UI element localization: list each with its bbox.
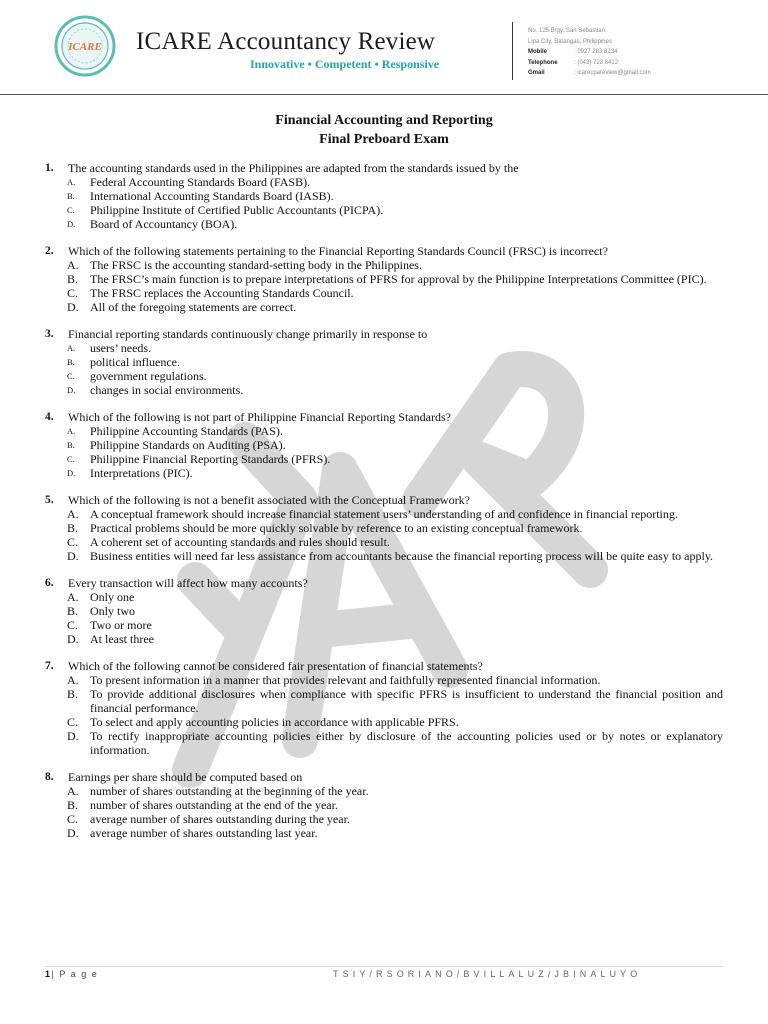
answer-option [67, 590, 723, 604]
option-letter: A. [67, 343, 76, 353]
question-number: 6. [45, 577, 54, 589]
option-text: To present information in a manner that provides relevant and faithfully represented financial information. [90, 673, 601, 687]
option-letter: A. [67, 673, 79, 687]
option-letter: C. [67, 535, 79, 549]
answer-option [67, 286, 723, 300]
footer-rule [45, 966, 723, 967]
option-text: political influence. [90, 355, 180, 369]
option-letter: B. [67, 687, 79, 701]
option-letter: A. [67, 258, 79, 272]
question-text: Which of the following statements pertaining to the Financial Reporting Standards Council (FRSC) is incorrect? [68, 244, 608, 258]
answer-option [67, 507, 723, 521]
option-text: government regulations. [90, 369, 207, 383]
answer-option [67, 521, 723, 535]
question-item [0, 659, 768, 757]
option-text: average number of shares outstanding during the year. [90, 812, 350, 826]
answer-option [67, 729, 723, 757]
answer-option [67, 466, 723, 480]
address-line: No. 125 Brgy. San Sebastian [528, 28, 605, 34]
icare-logo [50, 14, 120, 78]
question-text: Every transaction will affect how many accounts? [68, 576, 308, 590]
option-text: To rectify inappropriate accounting policies either by disclosure of the accounting policies used or by notes or explanatory information. [90, 729, 723, 757]
answer-option [67, 673, 723, 687]
answer-option [67, 258, 723, 272]
option-text: International Accounting Standards Board (IASB). [90, 189, 334, 203]
option-text: All of the foregoing statements are correct. [90, 300, 297, 314]
contact-mobile: Mobile : 0927 283 8234 [528, 49, 618, 55]
answer-option [67, 438, 723, 452]
question-item [0, 493, 768, 563]
question-text: Which of the following is not a benefit associated with the Conceptual Framework? [68, 493, 470, 507]
answer-option [67, 341, 723, 355]
authors-footer: TSIY/RSORIANO/BVILLALUZ/JBINALUYO [333, 969, 642, 979]
option-text: The FRSC replaces the Accounting Standards Council. [90, 286, 354, 300]
option-letter: D. [67, 729, 79, 743]
answer-option [67, 784, 723, 798]
option-letter: D. [67, 632, 79, 646]
option-letter: B. [67, 604, 79, 618]
option-text: At least three [90, 632, 154, 646]
answer-option [67, 300, 723, 314]
answer-option [67, 175, 723, 189]
option-text: Philippine Standards on Auditing (PSA). [90, 438, 286, 452]
answer-option [67, 369, 723, 383]
option-text: Board of Accountancy (BOA). [90, 217, 238, 231]
option-letter: C. [67, 371, 75, 381]
questions-list [0, 161, 768, 853]
option-letter: C. [67, 812, 79, 826]
question-number: 4. [45, 411, 54, 423]
option-text: To provide additional disclosures when compliance with specific PFRS is insufficient to understand the financial position and financial performance. [90, 687, 723, 715]
header-rule [0, 94, 768, 95]
question-text: The accounting standards used in the Philippines are adapted from the standards issued by the [68, 161, 519, 175]
option-text: Only one [90, 590, 135, 604]
option-text: Only two [90, 604, 135, 618]
option-text: A conceptual framework should increase financial statement users’ understanding of and confidence in financial reporting. [90, 507, 678, 521]
option-text: Philippine Institute of Certified Public Accountants (PICPA). [90, 203, 384, 217]
answer-option [67, 549, 723, 563]
question-item [0, 244, 768, 314]
answer-option [67, 604, 723, 618]
option-letter: A. [67, 590, 79, 604]
option-letter: D. [67, 826, 79, 840]
option-letter: B. [67, 272, 79, 286]
answer-option [67, 424, 723, 438]
option-letter: C. [67, 618, 79, 632]
page-label: | P a g e [51, 969, 99, 979]
option-text: changes in social environments. [90, 383, 244, 397]
option-text: The FRSC’s main function is to prepare interpretations of PFRS for approval by the Philippine Interpretations Committee (PIC). [90, 272, 707, 286]
exam-title: Final Preboard Exam [319, 132, 449, 147]
option-text: users’ needs. [90, 341, 152, 355]
answer-option [67, 618, 723, 632]
answer-option [67, 189, 723, 203]
brand-tagline: Innovative • Competent • Responsive [250, 57, 440, 71]
option-letter: B. [67, 798, 79, 812]
answer-option [67, 812, 723, 826]
answer-option [67, 535, 723, 549]
option-letter: A. [67, 784, 79, 798]
option-letter: C. [67, 715, 79, 729]
question-number: 7. [45, 660, 54, 672]
contact-telephone: Telephone : (043) 723 8412 [528, 59, 619, 66]
contact-block [528, 26, 651, 79]
answer-option [67, 203, 723, 217]
answer-option [67, 798, 723, 812]
header-divider [512, 22, 513, 80]
option-letter: B. [67, 191, 75, 201]
option-text: Philippine Financial Reporting Standards (PFRS). [90, 452, 331, 466]
option-text: To select and apply accounting policies in accordance with applicable PFRS. [90, 715, 459, 729]
brand-name: ICARE Accountancy Review [136, 28, 436, 55]
answer-option [67, 687, 723, 715]
question-item [0, 327, 768, 397]
question-text: Which of the following cannot be considered fair presentation of financial statements? [68, 659, 483, 673]
answer-option [67, 355, 723, 369]
option-letter: D. [67, 549, 79, 563]
option-letter: C. [67, 454, 75, 464]
option-letter: B. [67, 357, 75, 367]
option-text: Philippine Accounting Standards (PAS). [90, 424, 283, 438]
option-text: number of shares outstanding at the end of the year. [90, 798, 338, 812]
question-number: 3. [45, 328, 54, 340]
option-letter: D. [67, 468, 76, 478]
question-number: 5. [45, 494, 54, 506]
question-number: 1. [45, 162, 54, 174]
option-letter: B. [67, 440, 75, 450]
option-letter: D. [67, 300, 79, 314]
contact-gmail: Gmail : icarecpareview@gmail.com [528, 70, 651, 76]
option-letter: A. [67, 426, 76, 436]
option-letter: D. [67, 219, 76, 229]
answer-option [67, 826, 723, 840]
option-letter: C. [67, 205, 75, 215]
option-letter: A. [67, 507, 79, 521]
answer-option [67, 383, 723, 397]
question-text: Which of the following is not part of Philippine Financial Reporting Standards? [68, 410, 451, 424]
option-text: Federal Accounting Standards Board (FASB). [90, 175, 311, 189]
option-text: The FRSC is the accounting standard-setting body in the Philippines. [90, 258, 422, 272]
page-footer [45, 969, 98, 979]
answer-option [67, 217, 723, 231]
answer-option [67, 452, 723, 466]
question-text: Financial reporting standards continuously change primarily in response to [68, 327, 428, 341]
answer-option [67, 272, 723, 286]
option-letter: C. [67, 286, 79, 300]
option-letter: A. [67, 177, 76, 187]
answer-option [67, 632, 723, 646]
option-text: average number of shares outstanding last year. [90, 826, 318, 840]
option-text: Practical problems should be more quickly solvable by reference to an existing conceptual framework. [90, 521, 583, 535]
page-number: 1 [45, 969, 52, 979]
option-text: number of shares outstanding at the beginning of the year. [90, 784, 369, 798]
question-item [0, 410, 768, 480]
question-number: 2. [45, 245, 54, 257]
option-text: Two or more [90, 618, 152, 632]
question-item [0, 576, 768, 646]
question-number: 8. [45, 771, 54, 783]
option-letter: B. [67, 521, 79, 535]
exam-subject-title: Financial Accounting and Reporting [275, 113, 493, 128]
question-item [0, 161, 768, 231]
option-text: Business entities will need far less assistance from accountants because the financial reporting process will be quite easy to apply. [90, 549, 714, 563]
option-letter: D. [67, 385, 76, 395]
option-text: A coherent set of accounting standards and rules should result. [90, 535, 390, 549]
answer-option [67, 715, 723, 729]
option-text: Interpretations (PIC). [90, 466, 193, 480]
svg-text:ICARE: ICARE [68, 41, 102, 53]
question-item [0, 770, 768, 840]
question-text: Earnings per share should be computed based on [68, 770, 303, 784]
address-line: Lipa City, Batangas, Philippines [528, 38, 612, 45]
